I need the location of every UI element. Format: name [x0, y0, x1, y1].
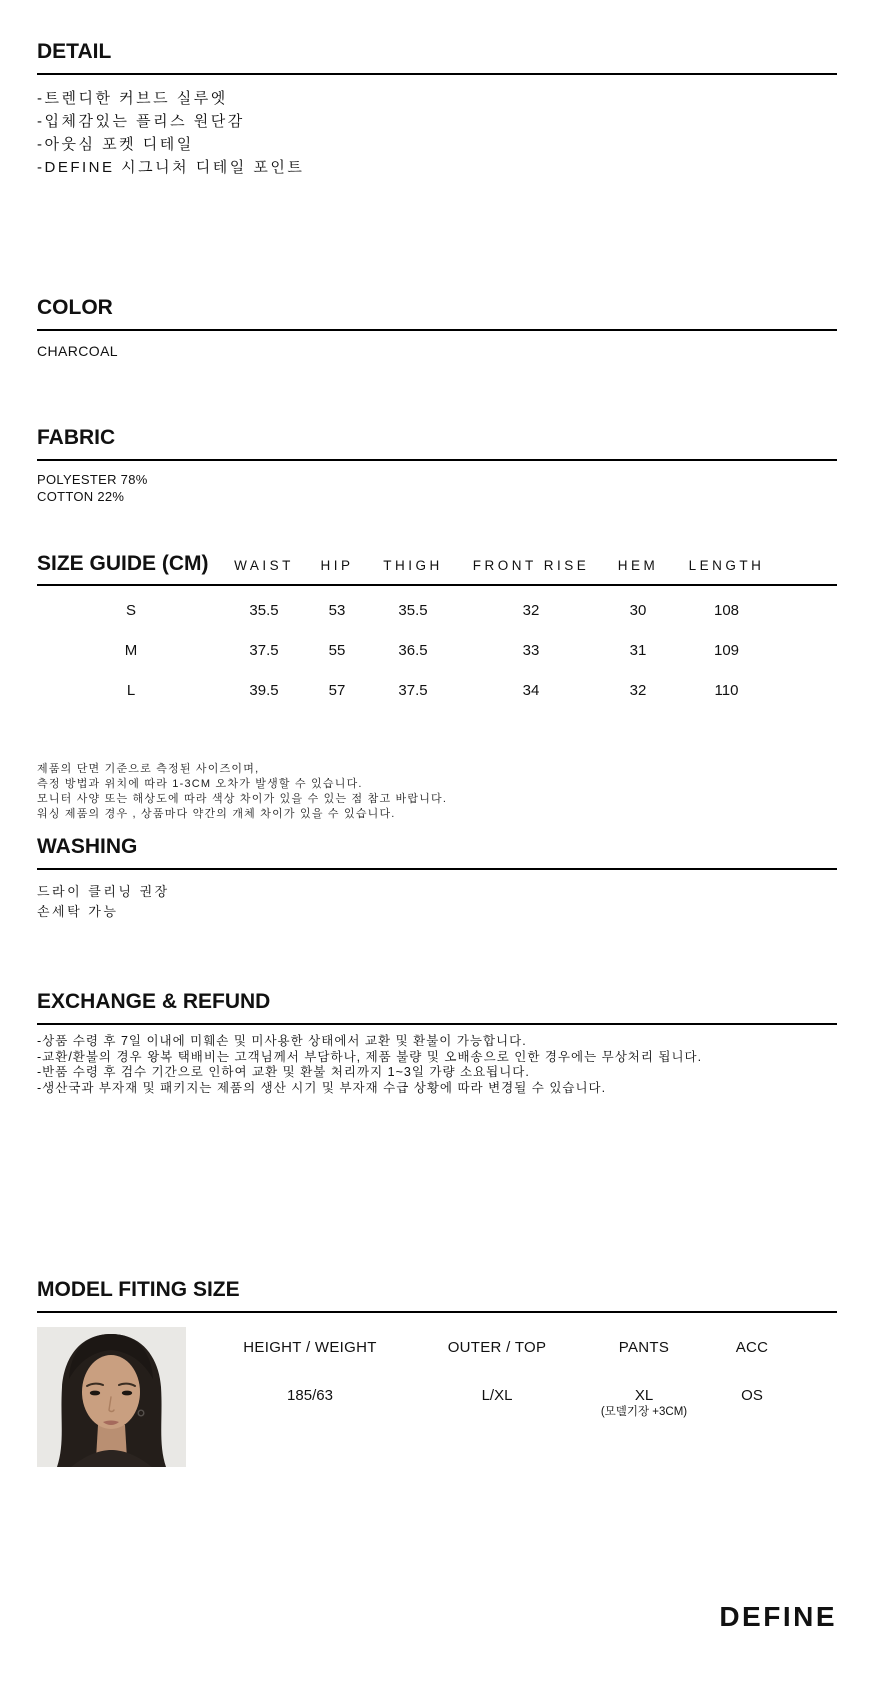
model-photo [37, 1327, 186, 1467]
detail-item: -트렌디한 커브드 실루엣 [37, 90, 228, 107]
col-outer-top: OUTER / TOP [447, 1339, 547, 1356]
section-color [37, 296, 837, 360]
washing-title: WASHING [37, 835, 837, 870]
exchange-title: EXCHANGE & REFUND [37, 990, 837, 1025]
detail-item: -아웃심 포켓 디테일 [37, 136, 194, 153]
washing-item: 드라이 클리닝 권장 [37, 884, 170, 899]
section-size-guide [37, 552, 837, 822]
model-fitting-header-row [197, 1327, 837, 1357]
exchange-item: -교환/환불의 경우 왕복 택배비는 고객님께서 부담하나, 제품 불량 및 오배송으로 인한 경우에는 무상처리 됩니다. [37, 1049, 703, 1064]
color-title: COLOR [37, 296, 837, 331]
size-col-waist: WAIST [234, 558, 294, 573]
table-row-size-m [37, 630, 837, 670]
cell: 32 [629, 681, 647, 699]
section-model-fitting [37, 1278, 837, 1467]
cell: 35.5 [249, 601, 279, 619]
model-fitting-title: MODEL FITING SIZE [37, 1278, 837, 1313]
size-label: L [126, 681, 136, 699]
fabric-item: COTTON 22% [37, 489, 125, 504]
value-pants [571, 1387, 717, 1419]
size-guide-rows [37, 590, 837, 710]
exchange-items [37, 1034, 837, 1096]
size-col-hip: HIP [320, 558, 354, 573]
cell: 55 [328, 641, 346, 659]
brand-footer [37, 1603, 837, 1631]
cell: 32 [522, 601, 540, 619]
note-line: 모니터 사양 또는 해상도에 따라 색상 차이가 있을 수 있는 점 참고 바랍니다. [37, 793, 448, 805]
cell: 36.5 [398, 641, 428, 659]
brand-logo: DEFINE [719, 1601, 837, 1632]
exchange-item: -생산국과 부자재 및 패키지는 제품의 생산 시기 및 부자재 수급 상황에 따라 변경될 수 있습니다. [37, 1080, 607, 1095]
detail-items [37, 87, 837, 179]
cell: 109 [713, 641, 740, 659]
color-value: CHARCOAL [37, 343, 118, 359]
value-pants-note: (모델기장 +3CM) [600, 1406, 688, 1418]
cell: 35.5 [398, 601, 428, 619]
value-acc: OS [741, 1387, 763, 1404]
washing-item: 손세탁 가능 [37, 904, 119, 919]
size-col-front-rise: FRONT RISE [472, 558, 590, 573]
cell: 39.5 [249, 681, 279, 699]
note-line: 측정 방법과 위치에 따라 1-3CM 오차가 발생할 수 있습니다. [37, 778, 363, 790]
value-outer-top: L/XL [481, 1387, 513, 1404]
col-pants: PANTS [618, 1339, 670, 1356]
model-fitting-values-row [197, 1387, 837, 1419]
model-fitting-body [37, 1327, 837, 1467]
fabric-items [37, 471, 837, 505]
cell: 53 [328, 601, 346, 619]
size-guide-title: SIZE GUIDE (CM) [37, 552, 209, 575]
cell: 108 [713, 601, 740, 619]
cell: 37.5 [249, 641, 279, 659]
col-acc: ACC [735, 1339, 769, 1356]
table-row-size-s [37, 590, 837, 630]
size-label: S [125, 601, 136, 619]
exchange-item: -상품 수령 후 7일 이내에 미훼손 및 미사용한 상태에서 교환 및 환불이 가능합니다. [37, 1034, 527, 1048]
section-detail [37, 40, 837, 179]
detail-item: -입체감있는 플리스 원단감 [37, 113, 245, 130]
exchange-item: -반품 수령 후 검수 기간으로 인하여 교환 및 환불 처리까지 1~3일 가량 소요됩니다. [37, 1065, 530, 1079]
cell: 30 [629, 601, 647, 619]
value-pants-size: XL [634, 1387, 654, 1404]
col-height-weight: HEIGHT / WEIGHT [243, 1339, 377, 1356]
cell: 33 [522, 641, 540, 659]
model-fitting-table [186, 1327, 837, 1419]
cell: 34 [522, 681, 540, 699]
size-guide-notes [37, 762, 837, 822]
note-line: 제품의 단면 기준으로 측정된 사이즈이며, [37, 763, 260, 775]
size-col-hem: HEM [617, 558, 659, 573]
detail-item: -DEFINE 시그니처 디테일 포인트 [37, 159, 305, 176]
cell: 110 [714, 681, 739, 699]
note-line: 워싱 제품의 경우 , 상품마다 약간의 개체 차이가 있을 수 있습니다. [37, 808, 396, 820]
fabric-title: FABRIC [37, 426, 837, 461]
section-washing [37, 835, 837, 922]
value-height-weight: 185/63 [287, 1387, 333, 1404]
size-guide-header-row [37, 552, 837, 586]
table-row-size-l [37, 670, 837, 710]
size-label: M [124, 641, 138, 659]
washing-items [37, 882, 837, 922]
section-exchange-refund [37, 990, 837, 1096]
size-col-length: LENGTH [688, 558, 765, 573]
detail-title: DETAIL [37, 40, 837, 75]
cell: 31 [629, 641, 647, 659]
fabric-item: POLYESTER 78% [37, 472, 148, 487]
section-fabric [37, 426, 837, 505]
cell: 37.5 [398, 681, 428, 699]
size-col-thigh: THIGH [383, 558, 443, 573]
product-info-page [0, 40, 874, 1631]
cell: 57 [328, 681, 346, 699]
